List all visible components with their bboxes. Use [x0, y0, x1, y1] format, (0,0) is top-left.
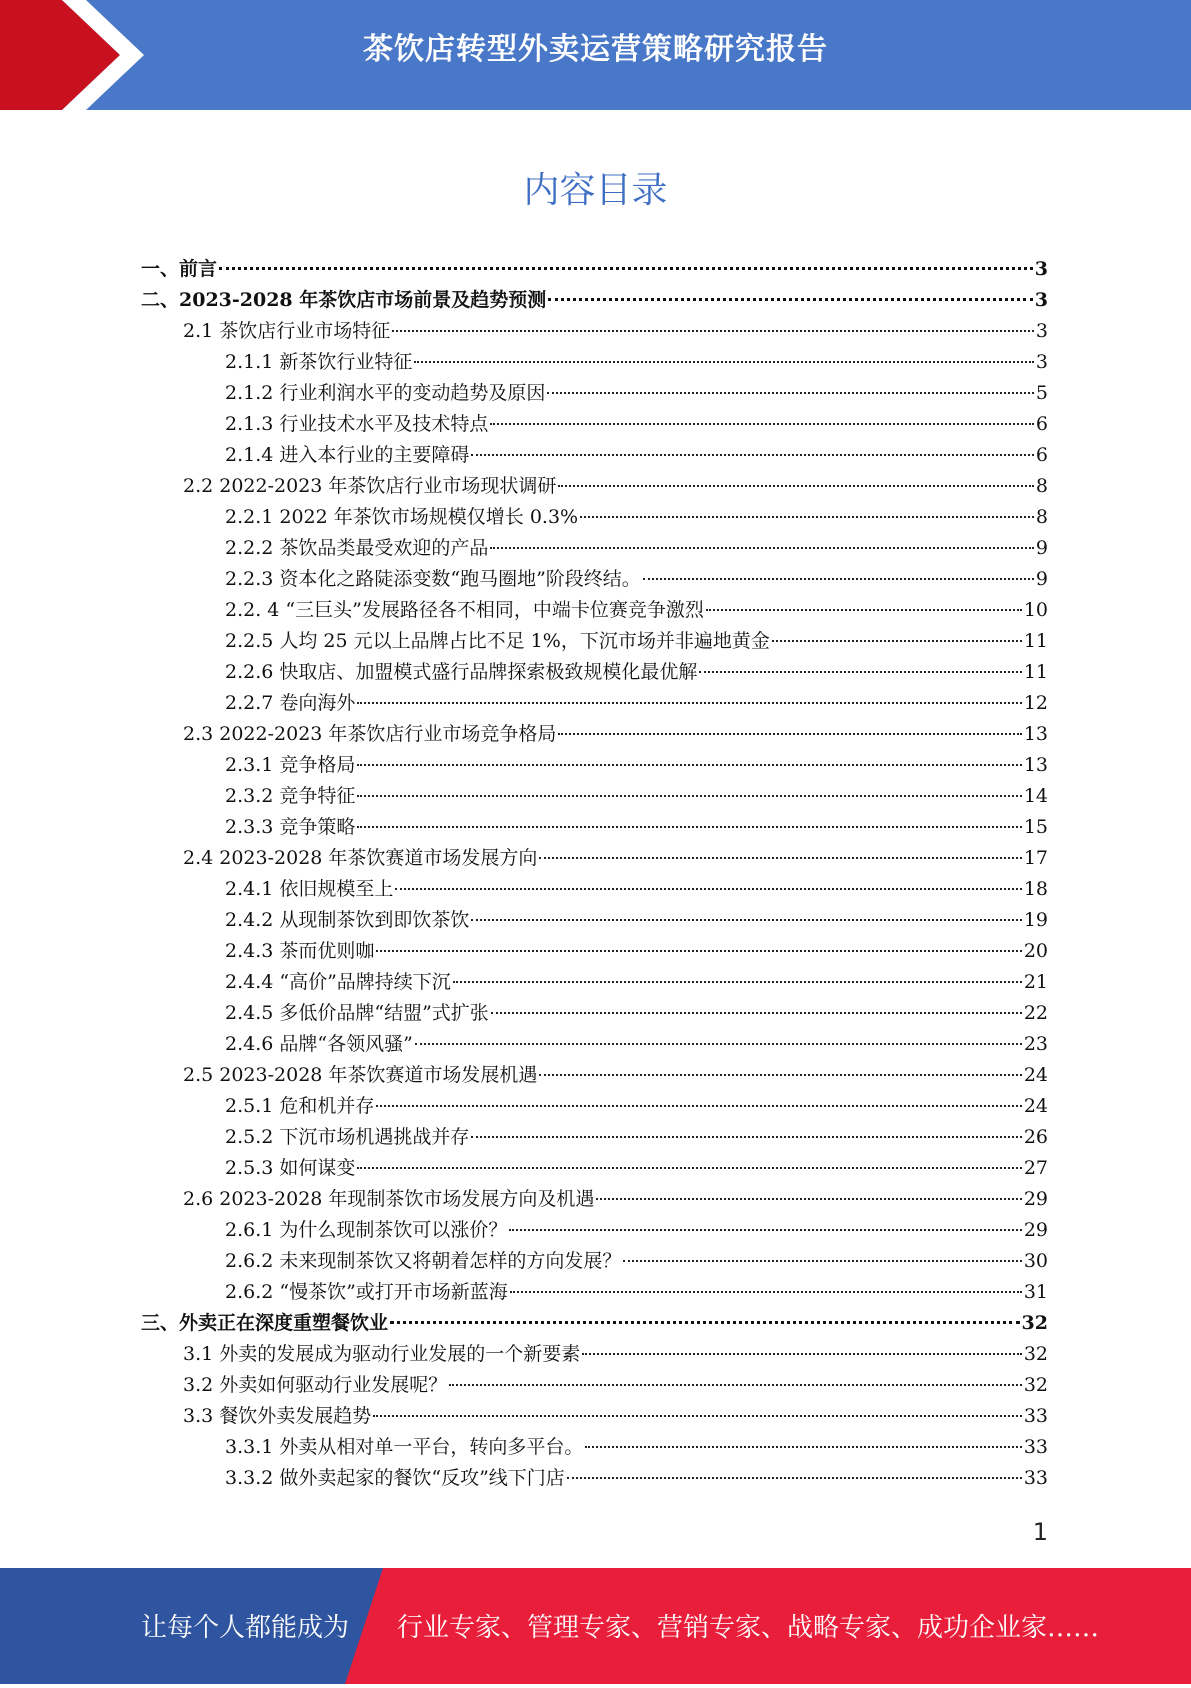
- toc-entry[interactable]: [183, 1401, 1048, 1432]
- toc-leader-dots: [390, 1321, 1020, 1324]
- toc-entry[interactable]: [225, 812, 1048, 843]
- toc-entry-page: 13: [1023, 723, 1048, 745]
- toc-entry[interactable]: [183, 316, 1048, 347]
- toc-leader-dots: [219, 267, 1033, 270]
- toc-entry-label: 2.1.1 新茶饮行业特征: [225, 351, 413, 373]
- toc-entry-label: 2.3 2022-2023 年茶饮店行业市场竞争格局: [183, 723, 557, 745]
- toc-entry[interactable]: [225, 440, 1048, 471]
- toc-entry-page: 33: [1023, 1405, 1048, 1427]
- toc-entry[interactable]: [183, 1184, 1048, 1215]
- toc-entry-page: 3: [1035, 320, 1048, 342]
- toc-entry-label: 2.4.1 依旧规模至上: [225, 878, 394, 900]
- toc-leader-dots: [376, 950, 1021, 952]
- toc-entry[interactable]: [225, 998, 1048, 1029]
- toc-entry[interactable]: [225, 409, 1048, 440]
- toc-entry[interactable]: [225, 1246, 1048, 1277]
- toc-entry-page: 3: [1034, 289, 1048, 311]
- toc-entry-label: 2.2.3 资本化之路陡添变数“跑马圈地”阶段终结。: [225, 568, 641, 590]
- toc-entry[interactable]: [183, 1370, 1048, 1401]
- toc-leader-dots: [623, 1260, 1021, 1262]
- toc-entry-page: 27: [1023, 1157, 1048, 1179]
- toc-entry-page: 24: [1023, 1095, 1048, 1117]
- toc-entry[interactable]: [183, 843, 1048, 874]
- toc-entry-label: 2.1.2 行业利润水平的变动趋势及原因: [225, 382, 546, 404]
- toc-entry-label: 2.2.2 茶饮品类最受欢迎的产品: [225, 537, 489, 559]
- toc-entry-label: 2.3.2 竞争特征: [225, 785, 356, 807]
- toc-entry-label: 2.2.1 2022 年茶饮市场规模仅增长 0.3%: [225, 506, 579, 528]
- toc-leader-dots: [357, 702, 1021, 704]
- toc-entry-label: 2.3.1 竞争格局: [225, 754, 356, 776]
- toc-leader-dots: [706, 609, 1022, 611]
- toc-entry-page: 26: [1023, 1126, 1048, 1148]
- toc-entry[interactable]: [225, 967, 1048, 998]
- toc-entry[interactable]: [225, 502, 1048, 533]
- toc-entry[interactable]: [225, 936, 1048, 967]
- toc-entry[interactable]: [141, 1308, 1048, 1339]
- toc-entry-label: 2.4.2 从现制茶饮到即饮茶饮: [225, 909, 470, 931]
- toc-entry[interactable]: [225, 1277, 1048, 1308]
- toc-leader-dots: [582, 1353, 1022, 1355]
- toc-entry-page: 13: [1023, 754, 1048, 776]
- toc-leader-dots: [580, 516, 1034, 518]
- toc-entry-label: 2.2.7 卷向海外: [225, 692, 356, 714]
- toc-entry-label: 2.4.3 茶而优则咖: [225, 940, 375, 962]
- toc-entry-label: 2.6 2023-2028 年现制茶饮市场发展方向及机遇: [183, 1188, 595, 1210]
- toc-entry[interactable]: [141, 254, 1048, 285]
- toc-entry-label: 3.1 外卖的发展成为驱动行业发展的一个新要素: [183, 1343, 581, 1365]
- toc-entry-label: 2.6.1 为什么现制茶饮可以涨价？: [225, 1219, 508, 1241]
- toc-leader-dots: [547, 392, 1034, 394]
- toc-entry-label: 2.4.5 多低价品牌“结盟”式扩张: [225, 1002, 489, 1024]
- toc-leader-dots: [490, 547, 1034, 549]
- toc-entry[interactable]: [225, 1153, 1048, 1184]
- toc-entry-label: 2.4.4 “高价”品牌持续下沉: [225, 971, 451, 993]
- page-number: 1: [1032, 1518, 1048, 1546]
- toc-entry-page: 8: [1035, 475, 1048, 497]
- toc-entry-page: 32: [1023, 1374, 1048, 1396]
- toc-entry[interactable]: [183, 719, 1048, 750]
- toc-entry-label: 2.5.3 如何谋变: [225, 1157, 356, 1179]
- toc-entry[interactable]: [183, 471, 1048, 502]
- toc-leader-dots: [357, 826, 1021, 828]
- toc-entry-page: 31: [1023, 1281, 1048, 1303]
- toc-leader-dots: [373, 1415, 1022, 1417]
- toc-leader-dots: [357, 764, 1021, 766]
- toc-entry[interactable]: [225, 1463, 1048, 1494]
- toc-leader-dots: [772, 640, 1022, 642]
- toc-entry-page: 3: [1035, 351, 1048, 373]
- toc-entry-page: 5: [1035, 382, 1048, 404]
- toc-leader-dots: [357, 795, 1021, 797]
- toc-leader-dots: [585, 1446, 1021, 1448]
- toc-entry-label: 2.1.4 进入本行业的主要障碍: [225, 444, 470, 466]
- toc-entry-page: 24: [1023, 1064, 1048, 1086]
- toc-entry[interactable]: [225, 781, 1048, 812]
- toc-leader-dots: [548, 298, 1033, 301]
- report-header: [0, 0, 1191, 110]
- toc-entry[interactable]: [225, 874, 1048, 905]
- page-title: 内容目录: [523, 170, 668, 211]
- toc-entry[interactable]: [225, 750, 1048, 781]
- toc-entry-label: 2.2.5 人均 25 元以上品牌占比不足 1%，下沉市场并非遍地黄金: [225, 630, 770, 652]
- toc-entry-page: 9: [1035, 568, 1048, 590]
- toc-entry-label: 2.4 2023-2028 年茶饮赛道市场发展方向: [183, 847, 538, 869]
- toc-entry-label: 三、外卖正在深度重塑餐饮业: [141, 1312, 389, 1334]
- footer-slogan-left: 让每个人都能成为: [141, 1613, 350, 1643]
- toc-entry-page: 6: [1035, 413, 1048, 435]
- toc-entry[interactable]: [183, 1339, 1048, 1370]
- toc-entry-page: 29: [1023, 1219, 1048, 1241]
- toc-entry[interactable]: [225, 1432, 1048, 1463]
- toc-entry-label: 2.5.1 危和机并存: [225, 1095, 375, 1117]
- toc-entry-page: 10: [1023, 599, 1048, 621]
- toc-entry[interactable]: [141, 285, 1048, 316]
- toc-entry-label: 2.5.2 下沉市场机遇挑战并存: [225, 1126, 470, 1148]
- toc-entry[interactable]: [225, 1215, 1048, 1246]
- footer-slogan-right: 行业专家、管理专家、营销专家、战略专家、成功企业家……: [397, 1613, 1100, 1643]
- toc-entry-page: 18: [1023, 878, 1048, 900]
- report-title: 茶饮店转型外卖运营策略研究报告: [363, 32, 828, 67]
- toc-leader-dots: [510, 1291, 1022, 1293]
- toc-leader-dots: [415, 1043, 1022, 1045]
- toc-entry-label: 2.2 2022-2023 年茶饮店行业市场现状调研: [183, 475, 557, 497]
- toc-leader-dots: [509, 1229, 1021, 1231]
- toc-entry-label: 2.3.3 竞争策略: [225, 816, 356, 838]
- toc-leader-dots: [471, 1136, 1021, 1138]
- toc-entry[interactable]: [225, 657, 1048, 688]
- toc-entry-page: 29: [1023, 1188, 1048, 1210]
- toc-entry-page: 11: [1023, 661, 1048, 683]
- toc-leader-dots: [539, 1074, 1021, 1076]
- toc-entry[interactable]: [225, 347, 1048, 378]
- toc-entry[interactable]: [225, 688, 1048, 719]
- toc-entry-page: 3: [1034, 258, 1048, 280]
- toc-entry-label: 3.2 外卖如何驱动行业发展呢？: [183, 1374, 448, 1396]
- toc-entry-page: 19: [1023, 909, 1048, 931]
- toc-entry-label: 2.6.2 未来现制茶饮又将朝着怎样的方向发展？: [225, 1250, 622, 1272]
- toc-leader-dots: [471, 919, 1021, 921]
- toc-leader-dots: [471, 454, 1034, 456]
- toc-entry-page: 22: [1023, 1002, 1048, 1024]
- toc-entry-page: 23: [1023, 1033, 1048, 1055]
- toc-leader-dots: [357, 1167, 1021, 1169]
- toc-leader-dots: [392, 330, 1034, 332]
- toc-entry-label: 二、2023-2028 年茶饮店市场前景及趋势预测: [141, 289, 547, 311]
- toc-entry-page: 6: [1035, 444, 1048, 466]
- toc-entry[interactable]: [225, 1029, 1048, 1060]
- toc-leader-dots: [699, 671, 1021, 673]
- toc-entry-label: 2.5 2023-2028 年茶饮赛道市场发展机遇: [183, 1064, 538, 1086]
- toc-entry[interactable]: [225, 595, 1048, 626]
- toc-entry[interactable]: [225, 1091, 1048, 1122]
- toc-leader-dots: [490, 423, 1034, 425]
- toc-entry-page: 17: [1023, 847, 1048, 869]
- toc-leader-dots: [567, 1477, 1022, 1479]
- toc-entry-label: 2.1.3 行业技术水平及技术特点: [225, 413, 489, 435]
- toc-leader-dots: [596, 1198, 1021, 1200]
- toc-entry[interactable]: [225, 1122, 1048, 1153]
- toc-leader-dots: [376, 1105, 1021, 1107]
- toc-entry-page: 30: [1023, 1250, 1048, 1272]
- toc-leader-dots: [395, 888, 1021, 890]
- toc-entry-page: 15: [1023, 816, 1048, 838]
- toc-entry-page: 33: [1023, 1436, 1048, 1458]
- toc-entry-label: 2.6.2 “慢茶饮”或打开市场新蓝海: [225, 1281, 508, 1303]
- toc-entry-label: 2.1 茶饮店行业市场特征: [183, 320, 391, 342]
- toc-leader-dots: [558, 485, 1033, 487]
- toc-entry-page: 12: [1023, 692, 1048, 714]
- toc-entry-page: 33: [1023, 1467, 1048, 1489]
- toc-entry-page: 32: [1023, 1343, 1048, 1365]
- toc-leader-dots: [558, 733, 1021, 735]
- toc-entry[interactable]: [225, 626, 1048, 657]
- toc-entry-page: 8: [1035, 506, 1048, 528]
- toc-leader-dots: [449, 1384, 1022, 1386]
- toc-leader-dots: [539, 857, 1021, 859]
- toc-entry[interactable]: [225, 533, 1048, 564]
- toc-entry-label: 3.3 餐饮外卖发展趋势: [183, 1405, 372, 1427]
- footer-banner: [0, 1568, 1191, 1684]
- toc-entry[interactable]: [225, 378, 1048, 409]
- toc-entry-label: 2.4.6 品牌“各领风骚”: [225, 1033, 413, 1055]
- toc-leader-dots: [491, 1012, 1022, 1014]
- toc-leader-dots: [643, 578, 1034, 580]
- toc-entry[interactable]: [183, 1060, 1048, 1091]
- toc-entry-label: 2.2. 4 “三巨头”发展路径各不相同，中端卡位赛竞争激烈: [225, 599, 704, 621]
- toc-entry-page: 11: [1023, 630, 1048, 652]
- toc-entry-page: 9: [1035, 537, 1048, 559]
- toc-entry-label: 2.2.6 快取店、加盟模式盛行品牌探索极致规模化最优解: [225, 661, 698, 683]
- toc-entry-label: 3.3.2 做外卖起家的餐饮“反攻”线下门店: [225, 1467, 565, 1489]
- toc-entry-page: 32: [1021, 1312, 1048, 1334]
- toc-entry-label: 一、前言: [141, 258, 218, 280]
- toc-entry-label: 3.3.1 外卖从相对单一平台，转向多平台。: [225, 1436, 584, 1458]
- toc-entry-page: 21: [1023, 971, 1048, 993]
- toc-entry[interactable]: [225, 564, 1048, 595]
- toc-entry-page: 14: [1023, 785, 1048, 807]
- toc-leader-dots: [414, 361, 1034, 363]
- toc-entry[interactable]: [225, 905, 1048, 936]
- toc-leader-dots: [453, 981, 1022, 983]
- toc-entry-page: 20: [1023, 940, 1048, 962]
